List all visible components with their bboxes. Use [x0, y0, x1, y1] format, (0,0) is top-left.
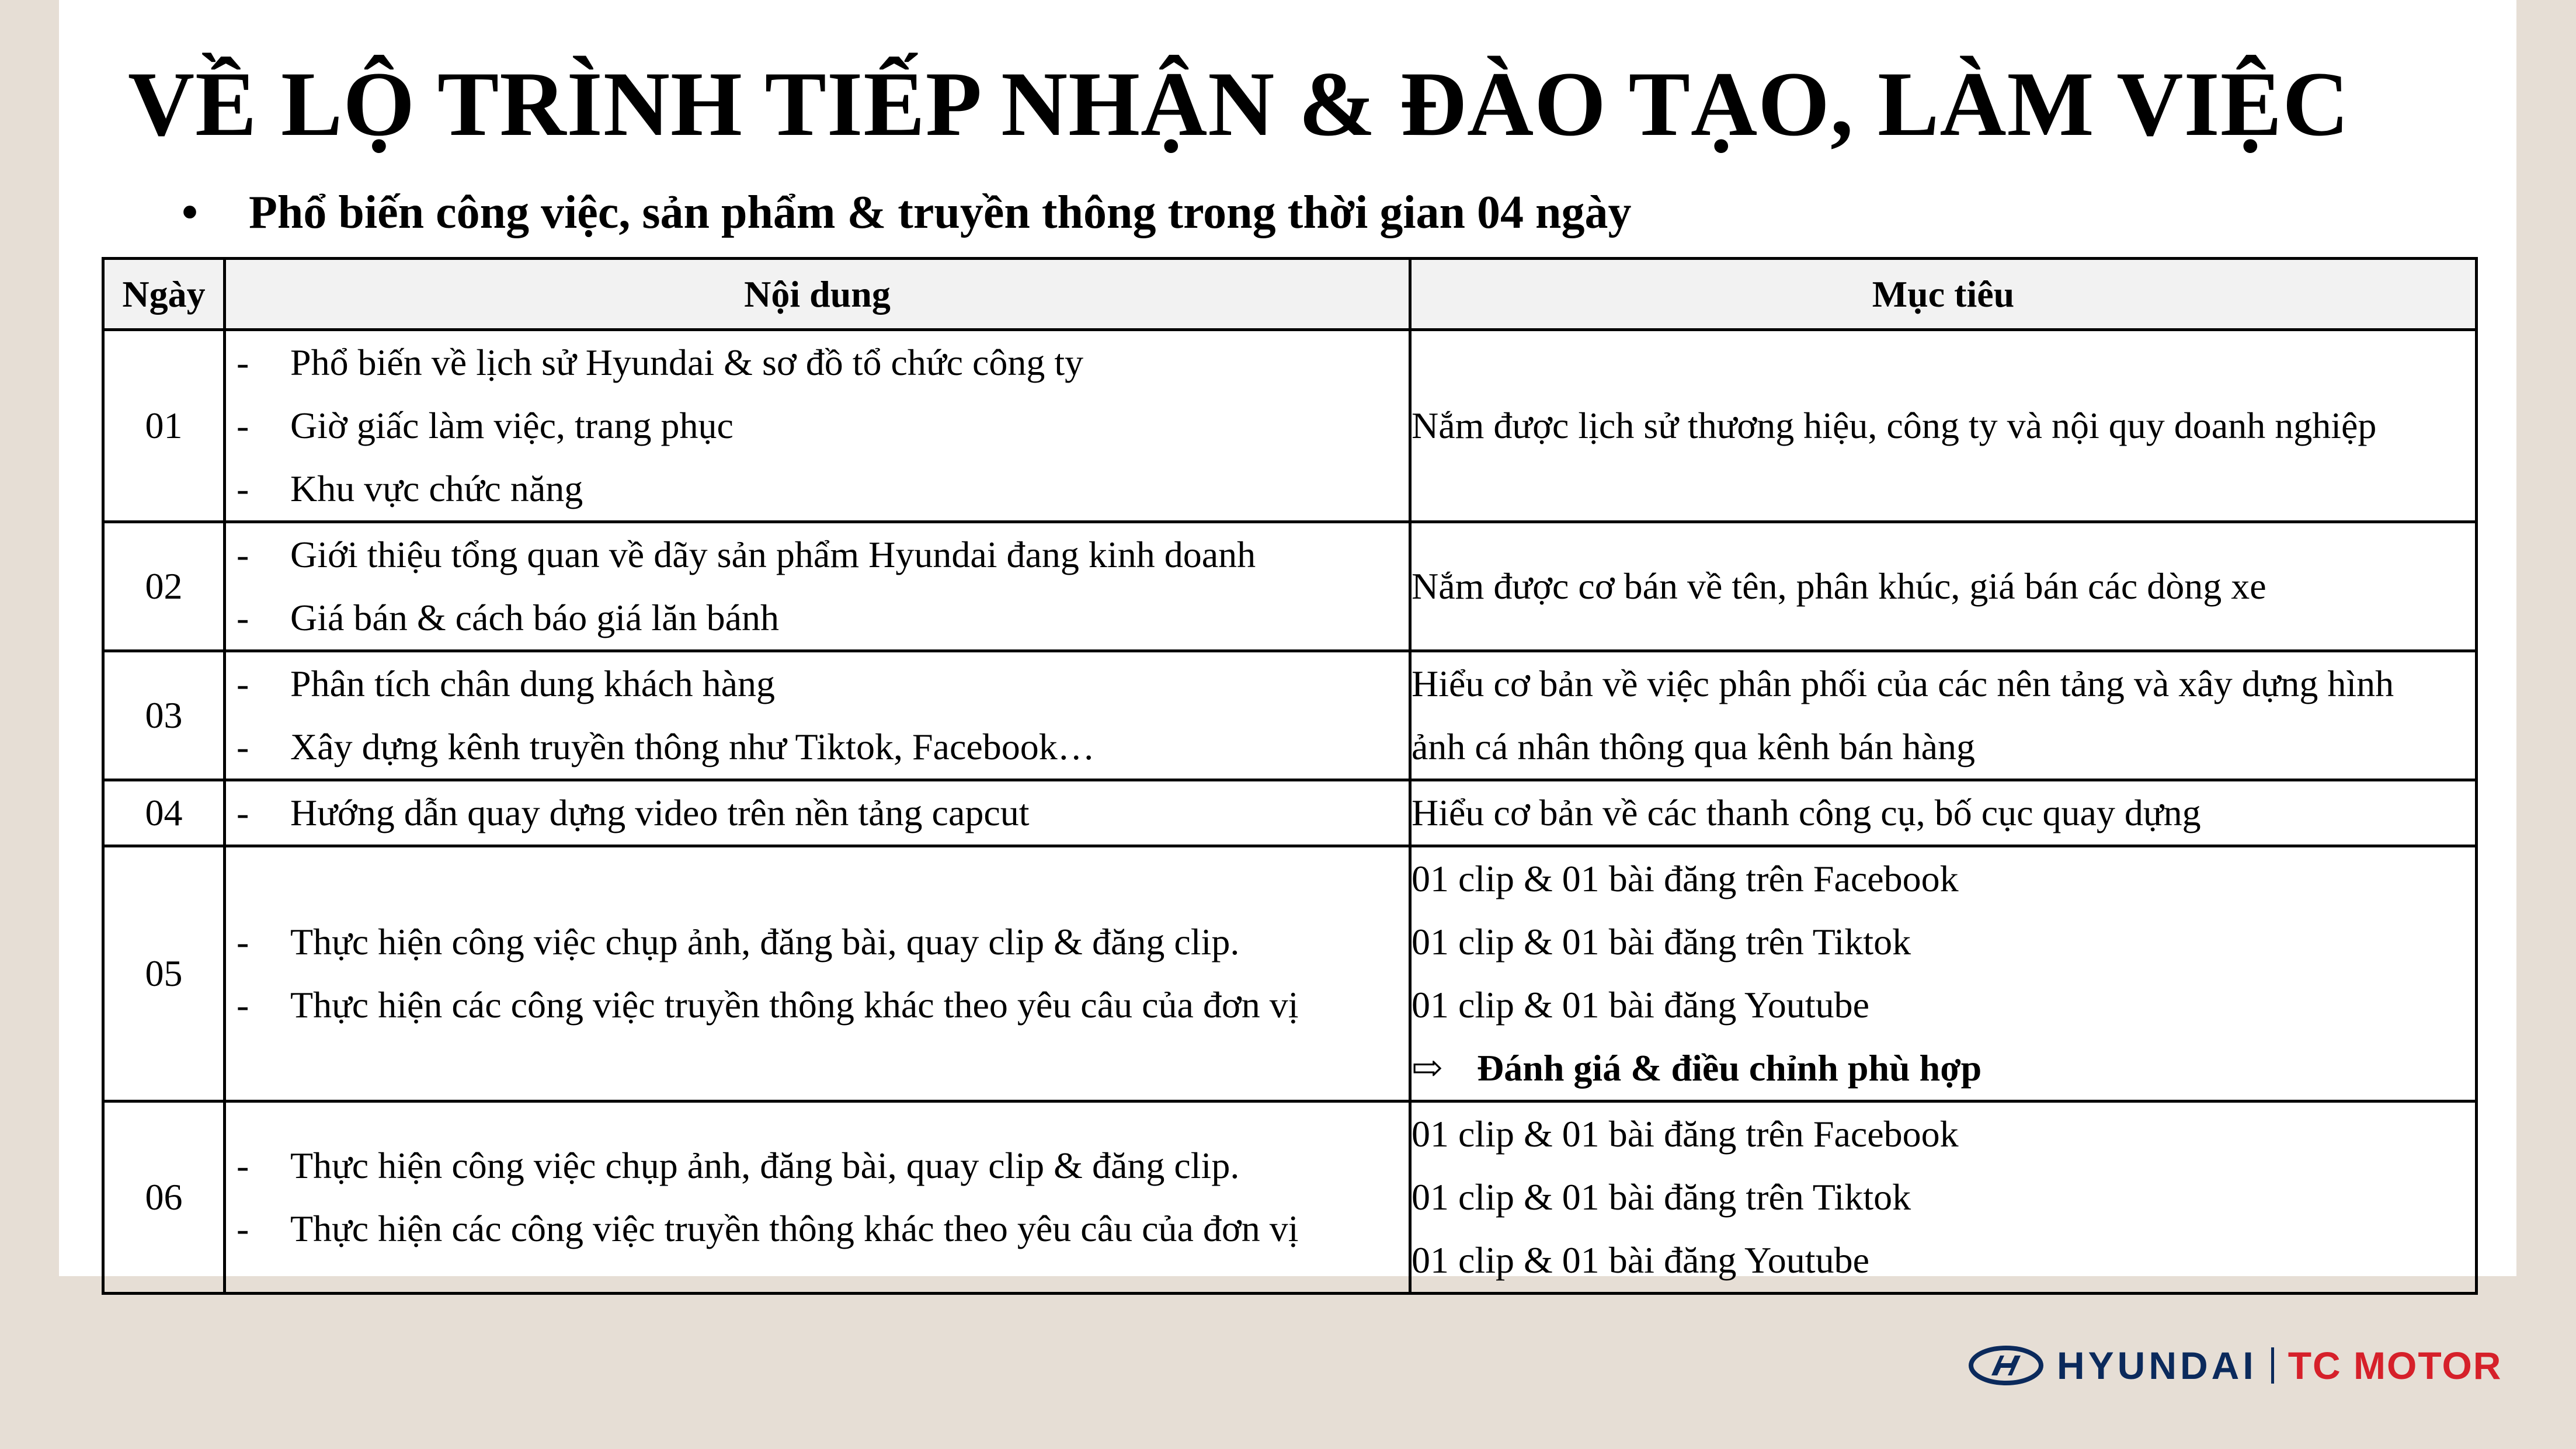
content-item: [226, 911, 1409, 974]
content-item: [226, 1197, 1409, 1260]
content-item: [226, 652, 1409, 715]
dash-marker: -: [237, 534, 249, 575]
subtitle: [182, 187, 1632, 238]
content-item: [226, 394, 1409, 457]
goal-cell: [1410, 651, 2477, 780]
table-row: [103, 651, 2477, 780]
content-item: [226, 715, 1409, 779]
dealer-name: TC MOTOR: [2288, 1344, 2502, 1387]
arrow-right-icon: ⇨: [1412, 1047, 1443, 1089]
goal-text: 01 clip & 01 bài đăng Youtube: [1412, 984, 1869, 1026]
dash-marker: -: [237, 663, 249, 704]
logo-divider: [2271, 1347, 2274, 1384]
dash-marker: -: [237, 405, 249, 446]
content-item: [226, 523, 1409, 586]
content-item: [226, 586, 1409, 649]
content-text: Thực hiện công việc chụp ảnh, đăng bài, quay clip & đăng clip.: [290, 1145, 1240, 1186]
dash-marker: -: [237, 597, 249, 638]
dash-marker: -: [237, 984, 249, 1026]
goal-cell: [1410, 330, 2477, 522]
content-text: Thực hiện công việc chụp ảnh, đăng bài, quay clip & đăng clip.: [290, 921, 1240, 962]
conclusion-text: Đánh giá & điều chỉnh phù hợp: [1477, 1047, 1982, 1089]
goal-text: Nắm được lịch sử thương hiệu, công ty và nội quy doanh nghiệp: [1412, 405, 2377, 446]
goal-cell: [1410, 1101, 2477, 1294]
table-header-row: [103, 259, 2477, 330]
table-row: [103, 522, 2477, 651]
dash-marker: -: [237, 342, 249, 383]
goal-text: 01 clip & 01 bài đăng trên Tiktok: [1412, 921, 1911, 962]
content-text: Phân tích chân dung khách hàng: [290, 663, 775, 704]
day-cell: 06: [103, 1101, 225, 1294]
subtitle-text: Phổ biến công việc, sản phẩm & truyền thông trong thời gian 04 ngày: [249, 187, 1632, 238]
dash-marker: -: [237, 921, 249, 962]
day-cell: 02: [103, 522, 225, 651]
page-title: VỀ LỘ TRÌNH TIẾP NHẬN & ĐÀO TẠO, LÀM VIỆC: [128, 53, 2350, 155]
brand-name: HYUNDAI: [2057, 1344, 2257, 1387]
content-text: Giới thiệu tổng quan về dãy sản phẩm Hyundai đang kinh doanh: [290, 534, 1256, 575]
content-text: Khu vực chức năng: [290, 468, 583, 509]
header-day: Ngày: [103, 259, 225, 330]
goal-text: 01 clip & 01 bài đăng Youtube: [1412, 1239, 1869, 1281]
day-cell: 03: [103, 651, 225, 780]
content-cell: [225, 780, 1410, 846]
dash-marker: -: [237, 1208, 249, 1249]
content-item: [226, 457, 1409, 520]
content-text: Giá bán & cách báo giá lăn bánh: [290, 597, 779, 638]
training-schedule-table: [102, 257, 2478, 1295]
content-text: Phổ biến về lịch sử Hyundai & sơ đồ tổ chức công ty: [290, 342, 1084, 383]
content-text: Xây dựng kênh truyền thông như Tiktok, Facebook…: [290, 726, 1095, 767]
content-text: Thực hiện các công việc truyền thông khác theo yêu câu của đơn vị: [290, 1208, 1299, 1249]
content-cell: [225, 651, 1410, 780]
content-cell: [225, 1101, 1410, 1294]
content-item: [226, 974, 1409, 1037]
content-cell: [225, 330, 1410, 522]
goal-text: Hiểu cơ bản về việc phân phối của các nên tảng và xây dựng hình: [1412, 663, 2394, 704]
table-row: [103, 1101, 2477, 1294]
content-text: Thực hiện các công việc truyền thông khác theo yêu câu của đơn vị: [290, 984, 1299, 1026]
goal-text: 01 clip & 01 bài đăng trên Facebook: [1412, 1113, 1959, 1155]
content-text: Hướng dẫn quay dựng video trên nền tảng capcut: [290, 792, 1030, 833]
header-content: Nội dung: [225, 259, 1410, 330]
content-item: [226, 1134, 1409, 1197]
table-row: [103, 780, 2477, 846]
header-goal: Mục tiêu: [1410, 259, 2477, 330]
dash-marker: -: [237, 468, 249, 509]
content-text: Giờ giấc làm việc, trang phục: [290, 405, 733, 446]
bullet-icon: •: [182, 187, 199, 238]
goal-text: Nắm được cơ bán về tên, phân khúc, giá bán các dòng xe: [1412, 565, 2266, 607]
goal-cell: [1410, 780, 2477, 846]
logo: [1968, 1343, 2502, 1388]
goal-cell: [1410, 846, 2477, 1101]
content-item: [226, 781, 1409, 845]
goal-text: 01 clip & 01 bài đăng trên Tiktok: [1412, 1176, 1911, 1218]
goal-cell: [1410, 522, 2477, 651]
content-cell: [225, 846, 1410, 1101]
dash-marker: -: [237, 1145, 249, 1186]
goal-text: ảnh cá nhân thông qua kênh bán hàng: [1412, 726, 1976, 767]
dash-marker: -: [237, 792, 249, 833]
table-row: [103, 330, 2477, 522]
day-cell: 01: [103, 330, 225, 522]
hyundai-logo-icon: [1968, 1345, 2044, 1386]
table-body: [103, 330, 2477, 1294]
goal-text: Hiểu cơ bản về các thanh công cụ, bố cục quay dựng: [1412, 792, 2201, 833]
content-cell: [225, 522, 1410, 651]
content-item: [226, 331, 1409, 394]
day-cell: 04: [103, 780, 225, 846]
conclusion-line: [1412, 1037, 2475, 1100]
goal-text: 01 clip & 01 bài đăng trên Facebook: [1412, 858, 1959, 899]
day-cell: 05: [103, 846, 225, 1101]
table-row: [103, 846, 2477, 1101]
dash-marker: -: [237, 726, 249, 767]
